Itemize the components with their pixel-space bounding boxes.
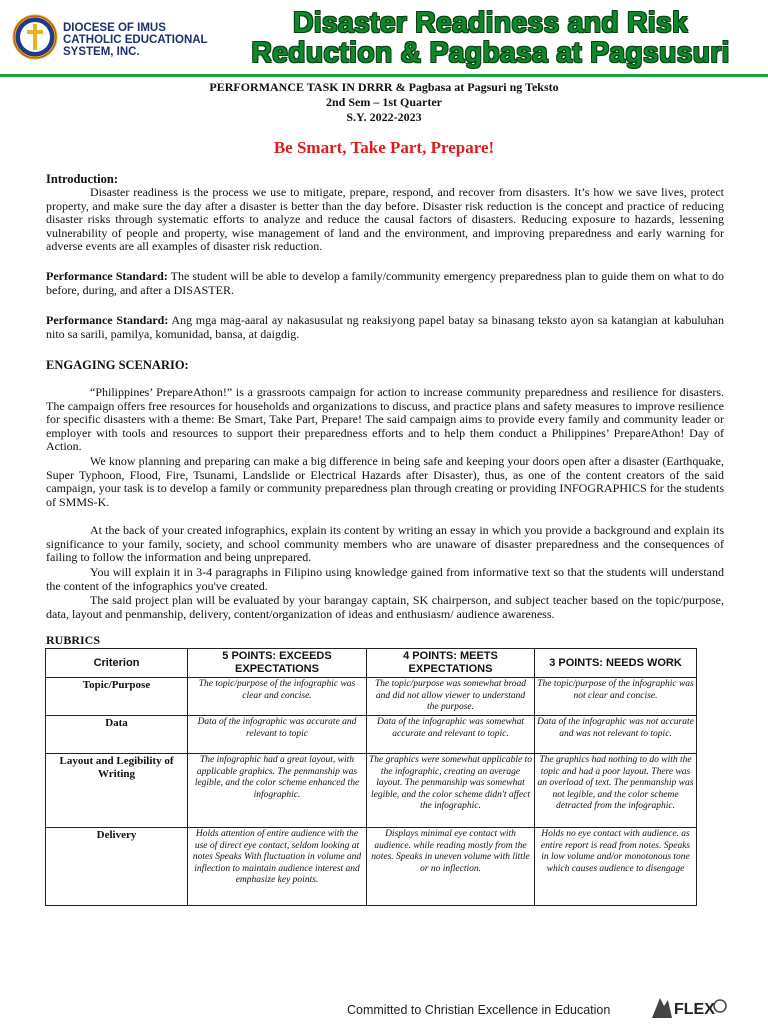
header-divider bbox=[0, 74, 768, 77]
slogan: Be Smart, Take Part, Prepare! bbox=[273, 138, 495, 157]
needs-work-cell: Data of the infographic was not accurate and was not relevant to topic. bbox=[535, 716, 697, 754]
scenario-paragraph-4: You will explain it in 3-4 paragraphs in Filipino using knowledge gained from informative text so that the students will understand the content of the infographics you've created. bbox=[46, 565, 724, 593]
semester-label: 2nd Sem – 1st Quarter bbox=[326, 95, 442, 109]
meets-cell: Displays minimal eye contact with audience. while reading mostly from the notes. Speaks in uneven volume with little or no inflection. bbox=[367, 828, 535, 906]
meets-cell: The graphics were somewhat applicable to the infographic, creating an average layout. The penmanship was somewhat legible, and the color scheme didn't affect the infographic. bbox=[367, 754, 535, 828]
exceeds-cell: Holds attention of entire audience with the use of direct eye contact, seldom looking at notes Speaks With fluctuation in volume and inflection to maintain audience interest and emphasize key points. bbox=[188, 828, 367, 906]
rubric-row bbox=[46, 828, 697, 906]
performance-standard-1: Performance Standard: The student will be able to develop a family/community emergency preparedness plan to guide them on what to do before, during, and after a DISASTER. bbox=[46, 269, 725, 297]
introduction-text: Disaster readiness is the process we use to mitigate, prepare, respond, and recover from disasters. It’s how we save lives, protect property, and make sure the day after a disaster is better than the day before. Disaster risk reduction is the concept and practice of reducing disaster risks through systematic efforts to analyze and reduce the causal factors of disasters. Reducing exposure to hazards, lessening vulnerability of people and property, wise management of land and the environment, and improving preparedness and early warning for adverse events are all examples of disaster risk reduction. bbox=[46, 185, 724, 253]
rubric-table bbox=[45, 648, 697, 906]
document-header bbox=[0, 0, 768, 78]
header-criterion: Criterion bbox=[46, 649, 188, 678]
scenario-paragraph-3: At the back of your created infographics, explain its content by writing an essay in which you provide a background and explain its significance to your family, society, and school community members who are unaware of disaster preparedness and the consequences of failing to follow the information and being unprepared. bbox=[46, 523, 724, 564]
diocese-seal-icon bbox=[12, 14, 58, 60]
rubric-row bbox=[46, 754, 697, 828]
title-line-2: Reduction & Pagbasa at Pagsusuri bbox=[251, 37, 730, 69]
task-title: PERFORMANCE TASK IN DRRR & Pagbasa at Pagsuri ng Teksto bbox=[209, 80, 559, 94]
flex-logo-text: FLEX bbox=[674, 1001, 715, 1018]
exceeds-cell: The topic/purpose of the infographic was clear and concise. bbox=[188, 678, 367, 716]
school-year-label: S.Y. 2022-2023 bbox=[346, 110, 422, 124]
needs-work-cell: The topic/purpose of the infographic was not clear and concise. bbox=[535, 678, 697, 716]
criterion-cell: Layout and Legibility of Writing bbox=[46, 754, 188, 828]
needs-work-cell: Holds no eye contact with audience. as entire report is read from notes. Speaks in low volume and/or monotonous tone which causes audience to disengage bbox=[535, 828, 697, 906]
criterion-cell: Data bbox=[46, 716, 188, 754]
header-3-points: 3 POINTS: NEEDS WORK bbox=[535, 649, 697, 678]
footer-motto: Committed to Christian Excellence in Education bbox=[347, 1003, 611, 1017]
criterion-cell: Topic/Purpose bbox=[46, 678, 188, 716]
meets-cell: Data of the infographic was somewhat accurate and relevant to topic. bbox=[367, 716, 535, 754]
scenario-heading: ENGAGING SCENARIO: bbox=[46, 358, 189, 372]
flex-logo-icon bbox=[650, 994, 730, 1020]
header-4-points: 4 POINTS: MEETS EXPECTATIONS bbox=[367, 649, 535, 678]
scenario-paragraph-1: “Philippines’ PrepareAthon!” is a grassroots campaign for action to increase community preparedness and resilience for disasters. The campaign offers free resources for households and organizations to discuss, and practice plans and safety measures to improve resilience for specific disasters with a theme: Be Smart, Take Part, Prepare! The said campaign aims to provide every family and community leader or employer with tools and resources to support their preparedness efforts and to help them conduct a Philippines’ PrepareAthon! Day of Action. bbox=[46, 385, 724, 453]
meets-cell: The topic/purpose was somewhat broad and did not allow viewer to understand the purpose. bbox=[367, 678, 535, 716]
rubric-header-row bbox=[46, 649, 697, 678]
exceeds-cell: Data of the infographic was accurate and relevant to topic bbox=[188, 716, 367, 754]
rubric-row bbox=[46, 716, 697, 754]
needs-work-cell: The graphics had nothing to do with the topic and had a poor layout. There was an overload of text. The penmanship was not legible, and the color scheme detracted from the infographic. bbox=[535, 754, 697, 828]
header-5-points: 5 POINTS: EXCEEDS EXPECTATIONS bbox=[188, 649, 367, 678]
scenario-paragraph-5: The said project plan will be evaluated by your barangay captain, SK chairperson, and subject teacher based on the topic/purpose, data, layout and penmanship, delivery, content/organization of ideas and enthusiasm/ audience awareness. bbox=[46, 593, 724, 621]
introduction-heading: Introduction: bbox=[46, 172, 119, 186]
organization-name: DIOCESE OF IMUS CATHOLIC EDUCATIONAL SYSTEM, INC. bbox=[63, 22, 208, 58]
scenario-paragraph-2: We know planning and preparing can make a big difference in being safe and keeping your doors open after a disaster (Earthquake, Super Typhoon, Flood, Fire, Tsunami, Landslide or Electrical Hazards after Disaster), thus, as one of the content creators of the said campaign, your task is to develop a family or community preparedness plan through creating or providing INFOGRAPHICS for the students of SMMS-K. bbox=[46, 454, 724, 509]
document-title bbox=[218, 8, 763, 68]
criterion-cell: Delivery bbox=[46, 828, 188, 906]
performance-standard-2: Performance Standard: Ang mga mag-aaral ay nakasusulat ng reaksiyong papel batay sa binasang teksto ayon sa katangian at kabuluhan nito sa sarili, pamilya, komunidad, bansa, at daigdig. bbox=[46, 313, 725, 341]
title-line-1: Disaster Readiness and Risk bbox=[292, 7, 689, 39]
exceeds-cell: The infographic had a great layout, with applicable graphics. The penmanship was legible, and the color scheme enhanced the infographic. bbox=[188, 754, 367, 828]
rubrics-heading: RUBRICS bbox=[46, 633, 101, 647]
rubric-row bbox=[46, 678, 697, 716]
